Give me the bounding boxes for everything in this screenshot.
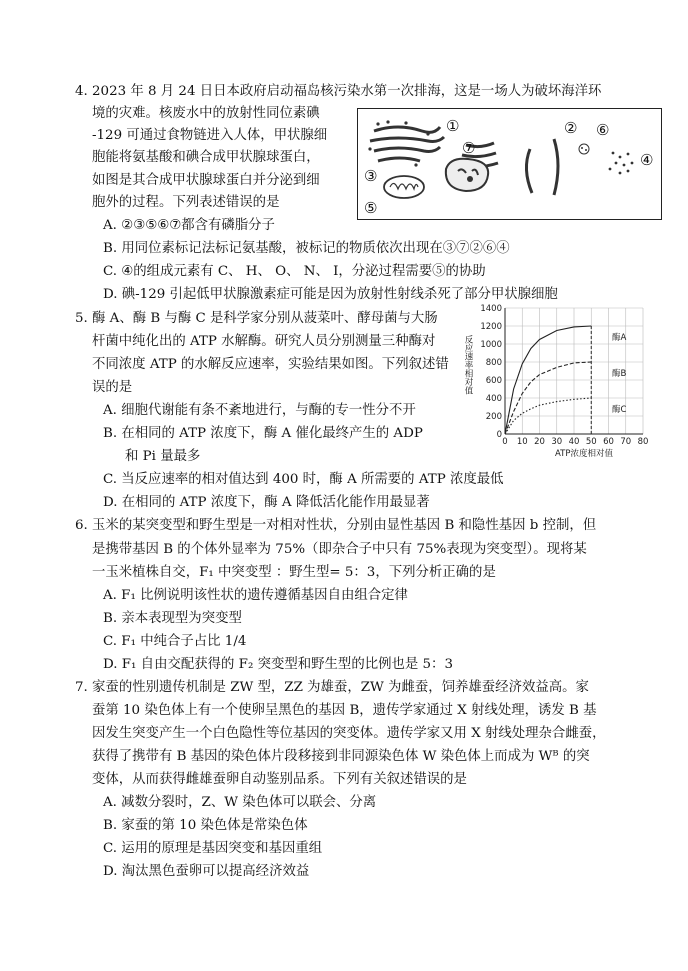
enzyme-rate-chart <box>455 300 655 465</box>
organelle-2-drawing <box>526 139 558 195</box>
q5-stem-line: 杆菌中纯化出的 ATP 水解酶。研究人员分别测量三种酶对 <box>92 334 436 349</box>
x-tick-label: 20 <box>534 437 545 447</box>
y-tick-label: 1000 <box>480 340 502 350</box>
q6-stem-line: 一玉米植株自交，F₁ 中突变型 ：野生型= 5：3，下列分析正确的是 <box>92 565 496 580</box>
q5-stem-line: 5. 酶 A、酶 B 与酶 C 是科学家分别从菠菜叶、酵母菌与大肠 <box>75 311 438 326</box>
y-tick-label: 200 <box>485 412 502 422</box>
y-tick-label: 800 <box>485 358 502 368</box>
q4-stem-line: 4. 2023 年 8 月 24 日日本政府启动福岛核污染水第一次排海，这是一场人为破坏海洋环 <box>75 84 602 99</box>
secreted-protein-dots <box>609 152 634 175</box>
endoplasmic-reticulum-drawing <box>370 127 444 161</box>
figure-label-4: ④ <box>640 151 654 169</box>
q5-option-d: D. 在相同的 ATP 浓度下，酶 A 降低活化能作用最显著 <box>103 495 430 510</box>
series-label-0: 酶A <box>611 333 627 343</box>
q5-stem-line: 误的是 <box>92 380 133 395</box>
q7-stem-line: 变体，从而获得雌雄蚕卵自动鉴别品系。下列有关叙述错误的是 <box>92 772 467 787</box>
q7-stem-line: 获得了携带有 B 基因的染色体片段移接到非同源染色体 W 染色体上而成为 Wᴮ 的突 <box>92 749 590 764</box>
q7-option-a: A. 减数分裂时，Z、W 染色体可以联会、分离 <box>103 795 377 810</box>
chart-y-axis-label: 反应速率相对值 <box>463 335 473 395</box>
x-axis-label: ATP浓度相对值 <box>555 449 613 459</box>
figure-label-2: ② <box>564 119 578 137</box>
q4-option-d: D. 碘-129 引起低甲状腺激素症可能是因为放射性射线杀死了部分甲状腺细胞 <box>103 287 558 302</box>
q7-stem-line: 因发生突变产生一个白色隐性等位基因的突变体。遗传学家又用 X 射线处理杂合雌蚕， <box>92 726 606 741</box>
q4-option-a: A. ②③⑤⑥⑦都含有磷脂分子 <box>103 218 275 233</box>
q6-option-b: B. 亲本表现型为突变型 <box>103 611 242 626</box>
q4-stem-line: 境的灾难。核废水中的放射性同位素碘 <box>92 106 320 121</box>
x-tick-label: 50 <box>585 437 597 447</box>
mitochondrion-drawing <box>384 176 424 198</box>
q4-stem-line: -129 可通过食物链进入人体，甲状腺细 <box>92 128 328 143</box>
figure-label-6: ⑥ <box>596 121 610 139</box>
x-tick-label: 40 <box>568 437 580 447</box>
organelle-diagram <box>358 109 661 219</box>
q5-stem-line: 不同浓度 ATP 的水解反应速率，实验结果如图。下列叙述错 <box>92 357 449 372</box>
x-tick-label: 10 <box>516 437 528 447</box>
q4-option-c: C. ④的组成元素有 C、 H、 O、 N、 I，分泌过程需要⑤的协助 <box>103 264 486 279</box>
q4-stem-line: 如图是其合成甲状腺球蛋白并分泌到细 <box>92 173 320 188</box>
x-tick-label: 60 <box>603 437 614 447</box>
q6-option-a: A. F₁ 比例说明该性状的遗传遵循基因自由组合定律 <box>103 588 408 603</box>
q7-stem-line: 蚕第 10 染色体上有一个使卵呈黑色的基因 B，遗传学家通过 X 射线处理，诱发 B 基 <box>92 703 597 718</box>
y-tick-label: 400 <box>485 394 502 404</box>
y-tick-label: 1200 <box>480 322 502 332</box>
q6-stem-line: 6. 玉米的某突变型和野生型是一对相对性状，分别由显性基因 B 和隐性基因 b 控制，但 <box>75 518 597 533</box>
q6-option-c: C. F₁ 中纯合子占比 1/4 <box>103 634 247 649</box>
q7-stem-line: 7. 家蚕的性别遗传机制是 ZW 型，ZZ 为雄蚕，ZW 为雌蚕，饲养雄蚕经济效益高。家 <box>75 680 589 695</box>
figure-label-7: ⑦ <box>462 139 476 157</box>
q5-option-b-cont: 和 Pi 量最多 <box>125 449 201 464</box>
q4-option-b: B. 用同位素标记法标记氨基酸，被标记的物质依次出现在③⑦②⑥④ <box>103 241 510 256</box>
series-label-2: 酶C <box>611 405 627 415</box>
series-label-1: 酶B <box>611 369 627 379</box>
q5-option-c: C. 当反应速率的相对值达到 400 时，酶 A 所需要的 ATP 浓度最低 <box>103 472 504 487</box>
figure-label-3: ③ <box>364 167 378 185</box>
cell-organelle-figure <box>357 108 662 220</box>
x-tick-label: 0 <box>502 437 508 447</box>
q7-option-c: C. 运用的原理是基因突变和基因重组 <box>103 841 323 856</box>
chart-svg <box>455 300 655 465</box>
q5-option-a: A. 细胞代谢能有条不紊地进行，与酶的专一性分不开 <box>103 403 416 418</box>
q4-stem-line: 胞外的过程。下列表述错误的是 <box>92 195 280 210</box>
y-tick-label: 600 <box>485 376 502 386</box>
organelle-6-drawing <box>579 144 589 154</box>
q4-stem-line: 胞能将氨基酸和碘合成甲状腺球蛋白， <box>92 150 320 165</box>
figure-label-5: ⑤ <box>364 199 378 217</box>
q7-option-b: B. 家蚕的第 10 染色体是常染色体 <box>103 818 308 833</box>
x-tick-label: 80 <box>637 437 649 447</box>
q7-option-d: D. 淘汰黑色蚕卵可以提高经济效益 <box>103 864 310 879</box>
q5-option-b: B. 在相同的 ATP 浓度下，酶 A 催化最终产生的 ADP <box>103 426 423 441</box>
x-tick-label: 30 <box>551 437 563 447</box>
q6-option-d: D. F₁ 自由交配获得的 F₂ 突变型和野生型的比例也是 5：3 <box>103 657 453 672</box>
figure-label-1: ① <box>446 117 460 135</box>
organelle-7-drawing <box>446 159 488 191</box>
y-tick-label: 1400 <box>480 304 502 314</box>
q6-stem-line: 是携带基因 B 的个体外显率为 75%（即杂合子中只有 75%表现为突变型）。现将某 <box>92 542 587 557</box>
y-tick-label: 0 <box>496 430 502 440</box>
x-tick-label: 70 <box>620 437 632 447</box>
